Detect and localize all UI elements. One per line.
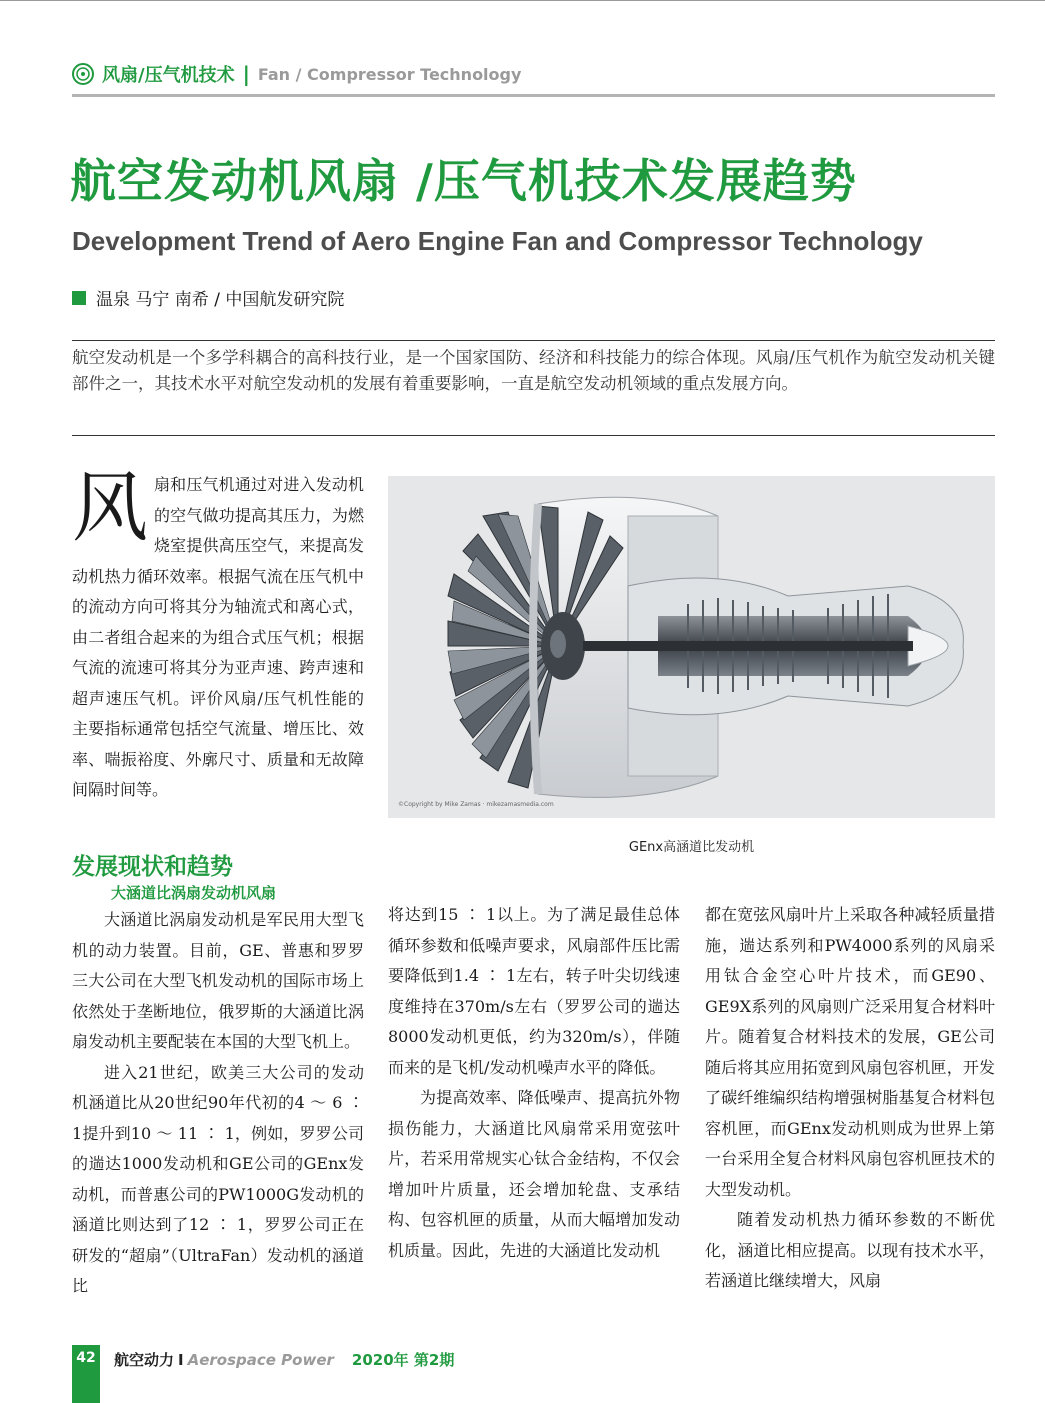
header-section-en: Fan / Compressor Technology <box>257 64 522 84</box>
running-header <box>72 60 521 88</box>
section-heading: 发展现状和趋势 <box>72 854 233 880</box>
engine-figure <box>388 476 995 818</box>
author-line <box>72 285 344 310</box>
header-rule <box>72 94 995 97</box>
page-number: 42 <box>76 1350 96 1366</box>
journal-logo-icon <box>72 63 94 85</box>
abstract-rule-top <box>72 340 995 341</box>
body-paragraph: 大涵道比涡扇发动机是军民用大型飞机的动力装置。目前，GE、普惠和罗罗三大公司在大型飞机发动机的国际市场上依然处于垄断地位，俄罗斯的大涵道比涡扇发动机主要配装在本国的大型飞机上。 <box>72 910 364 1051</box>
header-separator: | <box>242 62 250 86</box>
intro-text: 扇和压气机通过对进入发动机的空气做功提高其压力，为燃烧室提供高压空气，来提高发动机热力循环效率。根据气流在压气机中的流动方向可将其分为轴流式和离心式，由二者组合起来的为组合式压气机；根据气流的流速可将其分为亚声速、跨声速和超声速压气机。评价风扇/压气机性能的主要指标通常包括空气流量、增压比、效率、喘振裕度、外廓尺寸、质量和无故障间隔时间等。 <box>72 475 364 799</box>
body-paragraph: 随着发动机热力循环参数的不断优化，涵道比相应提高。以现有技术水平，若涵道比继续增大，风扇 <box>705 1210 995 1290</box>
drop-cap: 风 <box>72 463 148 552</box>
footer-journal-cn: 航空动力 <box>114 1351 175 1369</box>
body-paragraph: 进入21世纪，欧美三大公司的发动机涵道比从20世纪90年代初的4 ～ 6 ∶ 1提升到10 ～ 11 ∶ 1，例如，罗罗公司的遄达1000发动机和GE公司的GEnx发动机，而普惠公司的PW1000G发动机的涵道比则达到了12 ∶ 1，罗罗公司正在研发的“超扇”（UltraFan）发动机的涵道比 <box>72 1062 364 1295</box>
header-section-cn: 风扇/压气机技术 <box>102 65 235 86</box>
abstract: 航空发动机是一个多学科耦合的高科技行业，是一个国家国防、经济和科技能力的综合体现。风扇/压气机作为航空发动机关键部件之一，其技术水平对航空发动机的发展有着重要影响，一直是航空发动机领域的重点发展方向。 <box>72 348 995 393</box>
body-paragraph: 将达到15 ∶ 1以上。为了满足最佳总体循环参数和低噪声要求，风扇部件压比需要降低到1.4 ∶ 1左右，转子叶尖切线速度维持在370m/s左右（罗罗公司的遄达8000发动机更低，约为320m/s），伴随而来的是飞机/发动机噪声水平的降低。 <box>388 905 680 1077</box>
body-column-1 <box>72 905 364 1302</box>
subsection-heading: 大涵道比涡扇发动机风扇 <box>111 884 277 902</box>
footer-separator: I <box>178 1351 184 1369</box>
abstract-rule-bottom <box>72 435 995 436</box>
intro-paragraph <box>72 463 364 806</box>
footer-journal-en: Aerospace Power <box>187 1351 334 1369</box>
body-paragraph: 都在宽弦风扇叶片上采取各种减轻质量措施，遄达系列和PW4000系列的风扇采用钛合金空心叶片技术，而GE90、GE9X系列的风扇则广泛采用复合材料叶片。随着复合材料技术的发展，GE公司随后将其应用拓宽到风扇包容机匣，开发了碳纤维编织结构增强树脂基复合材料包容机匣，而GEnx发动机则成为世界上第一台采用全复合材料风扇包容机匣技术的大型发动机。 <box>705 905 995 1199</box>
figure-copyright: ©Copyright by Mike Zamas · mikezamasmedia.com <box>398 801 554 808</box>
article-subtitle: Development Trend of Aero Engine Fan and Compressor Technology <box>72 226 923 256</box>
footer-issue: 2020年 第2期 <box>351 1351 455 1369</box>
authors: 温泉 马宁 南希 / 中国航发研究院 <box>96 290 345 310</box>
body-column-3 <box>705 900 995 1297</box>
footer <box>114 1349 454 1370</box>
body-paragraph: 为提高效率、降低噪声、提高抗外物损伤能力，大涵道比风扇常采用宽弦叶片，若采用常规实心钛合金结构，不仅会增加叶片质量，还会增加轮盘、支承结构、包容机匣的质量，从而大幅增加发动机质量。因此，先进的大涵道比发动机 <box>388 1088 680 1260</box>
bullet-square <box>72 291 86 305</box>
article-title: 航空发动机风扇 /压气机技术发展趋势 <box>70 154 857 208</box>
top-rule <box>0 0 1045 1</box>
body-column-2 <box>388 900 680 1266</box>
figure-caption: GEnx高涵道比发动机 <box>628 840 755 855</box>
engine-cutaway-illustration <box>388 476 995 818</box>
